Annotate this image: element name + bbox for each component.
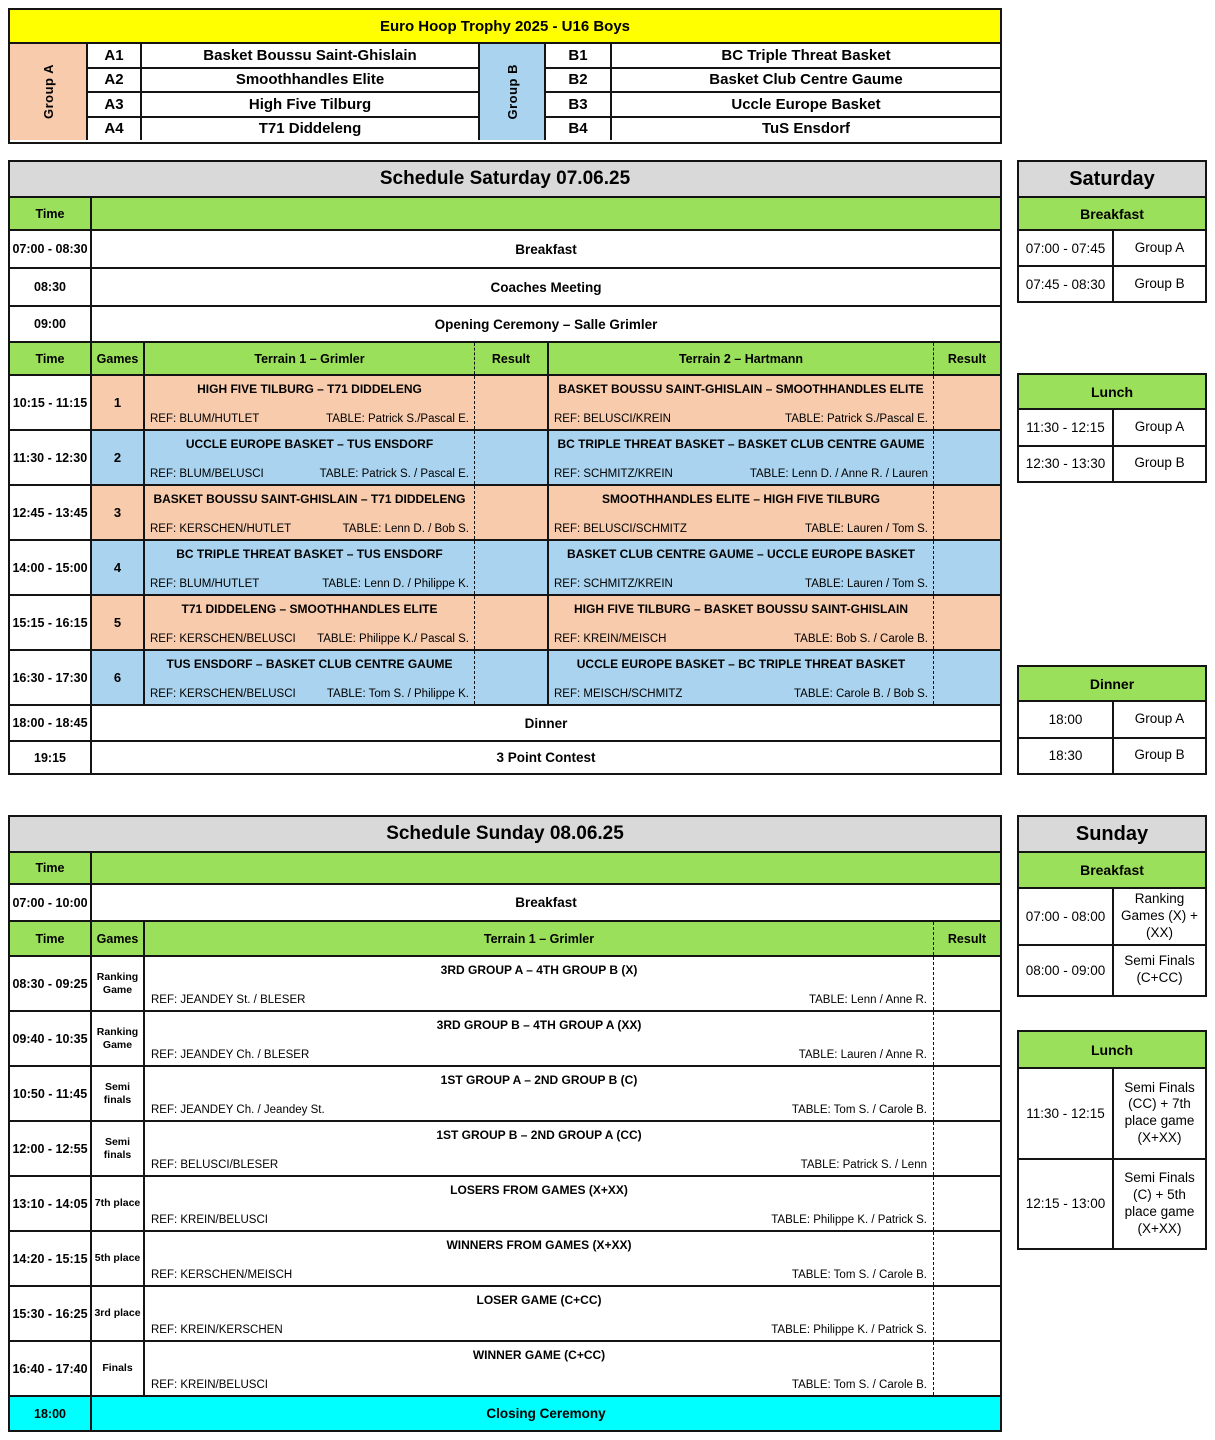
team-row (88, 93, 478, 118)
event-time: 09:00 (10, 307, 92, 341)
event-row (10, 231, 1000, 269)
meal-time: 07:00 - 08:00 (1019, 889, 1114, 944)
team-row (88, 69, 478, 94)
terrain1-cell (145, 1287, 933, 1340)
game-time: 11:30 - 12:30 (10, 431, 92, 484)
event-label: 3 Point Contest (496, 750, 596, 765)
matchup: TUS ENSDORF – BASKET CLUB CENTRE GAUME (166, 657, 453, 671)
team-code: A2 (88, 69, 142, 92)
table-officials: TABLE: Philippe K. / Patrick S. (771, 1324, 927, 1336)
game-row (10, 596, 1000, 651)
referees: REF: BELUSCI/KREIN (554, 413, 671, 425)
referees: REF: BLUM/HUTLET (150, 578, 260, 590)
event-row (10, 706, 1000, 742)
meal-time: 08:00 - 09:00 (1019, 946, 1114, 995)
game-stage: Ranking Game (92, 957, 145, 1010)
matchup: BASKET CLUB CENTRE GAUME – UCCLE EUROPE BASKET (566, 547, 916, 561)
meal-group: Ranking Games (X) +(XX) (1121, 891, 1198, 940)
event-time: 18:00 - 18:45 (10, 706, 92, 740)
meal-header (1019, 198, 1205, 231)
team-name: Basket Club Centre Gaume (709, 71, 903, 89)
table-officials: TABLE: Tom S. / Carole B. (791, 1379, 927, 1391)
col-result2: Result (933, 343, 1000, 374)
team-name: BC Triple Threat Basket (721, 46, 891, 64)
game-stage: 3rd place (92, 1287, 145, 1340)
game-row (10, 376, 1000, 431)
closing-ceremony-row (10, 1397, 1000, 1430)
referees: REF: KERSCHEN/MEISCH (151, 1269, 293, 1281)
matchup: HIGH FIVE TILBURG – BASKET BOUSSU SAINT-GHISLAIN (573, 602, 909, 616)
game-row (10, 541, 1000, 596)
event-row (10, 307, 1000, 343)
team-code: B1 (546, 44, 612, 67)
team-code: B3 (546, 93, 612, 116)
team-row (546, 44, 1000, 69)
table-officials: TABLE: Lenn D. / Anne R. / Lauren (749, 468, 928, 480)
terrain1-cell (145, 1012, 933, 1065)
event-label: Dinner (524, 715, 568, 731)
event-label: Breakfast (515, 241, 577, 257)
terrain1-cell (145, 1067, 933, 1120)
referees: REF: BELUSCI/SCHMITZ (554, 523, 687, 535)
referees: REF: KERSCHEN/BELUSCI (150, 633, 296, 645)
team-row (546, 118, 1000, 141)
matchup: SMOOTHHANDLES ELITE – HIGH FIVE TILBURG (601, 492, 880, 506)
meal-group: Group B (1134, 747, 1185, 763)
matchup: BC TRIPLE THREAT BASKET – BASKET CLUB CENTRE GAUME (557, 437, 925, 451)
col-terrain1: Terrain 1 – Grimler (483, 931, 595, 946)
result-cell (933, 1012, 1000, 1065)
terrain1-cell (145, 376, 474, 429)
referees: REF: KERSCHEN/BELUSCI (150, 688, 296, 700)
meal-group: Group A (1134, 710, 1185, 726)
game-row (10, 1232, 1000, 1287)
referees: REF: BLUM/HUTLET (150, 413, 260, 425)
meal-group: Group A (1134, 418, 1185, 434)
terrain1-cell (145, 596, 474, 649)
meal-row (1019, 889, 1205, 946)
matchup: LOSERS FROM GAMES (X+XX) (450, 1183, 628, 1197)
result-cell (933, 1122, 1000, 1175)
team-name: T71 Diddeleng (258, 120, 362, 138)
sunday-side-title-row (1019, 817, 1205, 853)
table-officials: TABLE: Lauren / Tom S. (805, 523, 928, 535)
meal-row (1019, 946, 1205, 995)
meal-name: Breakfast (1080, 862, 1144, 878)
referees: REF: KREIN/KERSCHEN (151, 1324, 283, 1336)
result-cell (933, 1342, 1000, 1395)
col-games: Games (92, 343, 145, 374)
terrain1-cell (145, 1122, 933, 1175)
sunday-lunch-box (1017, 1030, 1207, 1250)
event-time: 19:15 (10, 742, 92, 773)
columns-header-row (10, 343, 1000, 376)
team-code: B2 (546, 69, 612, 92)
saturday-meals-box (1017, 160, 1207, 303)
terrain1-cell (145, 486, 474, 539)
game-time: 14:00 - 15:00 (10, 541, 92, 594)
referees: REF: BELUSCI/BLESER (151, 1159, 279, 1171)
result-cell (933, 376, 1000, 429)
col-terrain2: Terrain 2 – Hartmann (547, 343, 933, 374)
game-number: 2 (92, 431, 145, 484)
result-cell (474, 541, 547, 594)
event-time: 07:00 - 08:30 (10, 231, 92, 267)
matchup: 1ST GROUP A – 2ND GROUP B (C) (440, 1073, 638, 1087)
saturday-dinner-box (1017, 665, 1207, 775)
saturday-title: Schedule Saturday 07.06.25 (379, 168, 631, 189)
meal-row (1019, 739, 1205, 774)
matchup: T71 DIDDELENG – SMOOTHHANDLES ELITE (181, 602, 438, 616)
matchup: LOSER GAME (C+CC) (476, 1293, 602, 1307)
saturday-lunch-box (1017, 373, 1207, 483)
terrain1-cell (145, 1342, 933, 1395)
meal-name: Breakfast (1080, 205, 1144, 222)
meal-time: 11:30 - 12:15 (1019, 1069, 1114, 1158)
meal-row (1019, 410, 1205, 447)
game-number: 5 (92, 596, 145, 649)
side-title: Saturday (1069, 167, 1155, 190)
referees: REF: KREIN/BELUSCI (151, 1379, 268, 1391)
matchup: BASKET BOUSSU SAINT-GHISLAIN – SMOOTHHANDLES ELITE (558, 382, 924, 396)
referees: REF: SCHMITZ/KREIN (554, 578, 673, 590)
team-code: A3 (88, 93, 142, 116)
meal-header (1019, 375, 1205, 410)
meal-row (1019, 1160, 1205, 1249)
terrain1-cell (145, 1177, 933, 1230)
result-cell (933, 651, 1000, 704)
meal-time: 11:30 - 12:15 (1019, 410, 1114, 445)
saturday-title-row (10, 162, 1000, 198)
table-officials: TABLE: Patrick S. / Pascal E. (319, 468, 469, 480)
table-officials: TABLE: Lenn / Anne R. (808, 994, 927, 1006)
referees: REF: JEANDEY St. / BLESER (151, 994, 306, 1006)
terrain1-cell (145, 651, 474, 704)
group-b-label-cell (480, 44, 546, 140)
table-officials: TABLE: Tom S. / Carole B. (791, 1269, 927, 1281)
referees: REF: KREIN/MEISCH (554, 633, 667, 645)
game-time: 08:30 - 09:25 (10, 957, 92, 1010)
col-result: Result (933, 922, 1000, 955)
game-number: 1 (92, 376, 145, 429)
game-row (10, 957, 1000, 1012)
meal-row (1019, 231, 1205, 267)
col-terrain1: Terrain 1 – Grimler (254, 351, 365, 366)
team-name: Basket Boussu Saint-Ghislain (203, 46, 417, 64)
meal-time: 12:15 - 13:00 (1019, 1160, 1114, 1249)
matchup: 1ST GROUP B – 2ND GROUP A (CC) (436, 1128, 642, 1142)
result-cell (474, 486, 547, 539)
game-row (10, 431, 1000, 486)
meal-row (1019, 1069, 1205, 1160)
terrain2-cell (547, 596, 933, 649)
result-cell (933, 1177, 1000, 1230)
referees: REF: JEANDEY Ch. / BLESER (151, 1049, 310, 1061)
game-stage: Semi finals (92, 1122, 145, 1175)
game-time: 12:00 - 12:55 (10, 1122, 92, 1175)
table-officials: TABLE: Tom S. / Carole B. (791, 1104, 927, 1116)
group-b-teams (546, 44, 1000, 140)
matchup: 3RD GROUP A – 4TH GROUP B (X) (440, 963, 638, 977)
meal-header (1019, 1032, 1205, 1069)
event-label: Closing Ceremony (486, 1406, 606, 1421)
col-result1: Result (474, 343, 547, 374)
team-row (88, 118, 478, 141)
referees: REF: KERSCHEN/HUTLET (150, 523, 292, 535)
terrain2-cell (547, 651, 933, 704)
table-officials: TABLE: Lauren / Tom S. (805, 578, 928, 590)
group-a-label-cell (10, 44, 88, 140)
saturday-side-title-row (1019, 162, 1205, 198)
groups-body (10, 44, 1000, 140)
game-time: 10:15 - 11:15 (10, 376, 92, 429)
team-row (546, 69, 1000, 94)
sunday-title: Schedule Sunday 08.06.25 (386, 823, 624, 844)
game-time: 12:45 - 13:45 (10, 486, 92, 539)
result-cell (933, 596, 1000, 649)
col-time: Time (10, 922, 92, 955)
group-b-label: Group B (504, 64, 520, 120)
matchup: BASKET BOUSSU SAINT-GHISLAIN – T71 DIDDELENG (153, 492, 466, 506)
time-header: Time (10, 853, 92, 883)
game-row (10, 1012, 1000, 1067)
tournament-title-row (10, 10, 1000, 44)
terrain1-cell (145, 1232, 933, 1285)
table-officials: TABLE: Lenn D. / Bob S. (342, 523, 469, 535)
result-cell (933, 1287, 1000, 1340)
event-row (10, 885, 1000, 922)
game-time: 16:40 - 17:40 (10, 1342, 92, 1395)
matchup: 3RD GROUP B – 4TH GROUP A (XX) (436, 1018, 642, 1032)
table-officials: TABLE: Bob S. / Carole B. (793, 633, 928, 645)
table-officials: TABLE: Tom S. / Philippe K. (326, 688, 469, 700)
result-cell (474, 376, 547, 429)
saturday-schedule-table (8, 160, 1002, 775)
col-time: Time (10, 343, 92, 374)
result-cell (474, 431, 547, 484)
meal-group: Semi Finals (C) + 5th place game (X+XX) (1124, 1170, 1195, 1236)
meal-name: Lunch (1091, 383, 1133, 400)
game-row (10, 1287, 1000, 1342)
meal-row (1019, 702, 1205, 739)
result-cell (933, 431, 1000, 484)
columns-header-row (10, 922, 1000, 957)
meal-group: Group B (1134, 455, 1185, 471)
game-stage: Finals (92, 1342, 145, 1395)
meal-group: Semi Finals (CC) + 7th place game (X+XX) (1124, 1079, 1195, 1146)
table-officials: TABLE: Lenn D. / Philippe K. (322, 578, 469, 590)
terrain2-cell (547, 376, 933, 429)
game-number: 4 (92, 541, 145, 594)
matchup: UCCLE EUROPE BASKET – TUS ENSDORF (185, 437, 434, 451)
team-code: A1 (88, 44, 142, 67)
meal-name: Lunch (1091, 1041, 1133, 1058)
game-row (10, 486, 1000, 541)
event-label: Opening Ceremony – Salle Grimler (434, 316, 658, 332)
terrain2-cell (547, 431, 933, 484)
table-officials: TABLE: Philippe K./ Pascal S. (317, 633, 469, 645)
terrain2-cell (547, 541, 933, 594)
matchup: HIGH FIVE TILBURG – T71 DIDDELENG (197, 382, 422, 396)
team-name: TuS Ensdorf (761, 120, 851, 138)
team-name: Uccle Europe Basket (731, 95, 881, 113)
game-row (10, 1067, 1000, 1122)
team-row (546, 93, 1000, 118)
event-label: Coaches Meeting (490, 279, 602, 295)
game-stage: 5th place (92, 1232, 145, 1285)
meal-row (1019, 447, 1205, 482)
meal-group: Semi Finals (C+CC) (1124, 953, 1195, 986)
empty-header-cell (92, 198, 1000, 229)
meal-time: 07:00 - 07:45 (1019, 231, 1114, 265)
matchup: BC TRIPLE THREAT BASKET – TUS ENSDORF (176, 547, 443, 561)
time-header: Time (10, 198, 92, 229)
game-number: 6 (92, 651, 145, 704)
referees: REF: BLUM/BELUSCI (150, 468, 264, 480)
table-officials: TABLE: Patrick S. / Lenn (800, 1159, 927, 1171)
meal-group: Group B (1134, 275, 1185, 291)
terrain1-cell (145, 431, 474, 484)
meal-time: 07:45 - 08:30 (1019, 267, 1114, 301)
game-stage: Semi finals (92, 1067, 145, 1120)
terrain2-cell (547, 486, 933, 539)
meal-row (1019, 267, 1205, 301)
game-row (10, 1122, 1000, 1177)
team-code: A4 (88, 118, 142, 141)
referees: REF: KREIN/BELUSCI (151, 1214, 268, 1226)
time-header-row (10, 198, 1000, 231)
side-title: Sunday (1075, 822, 1149, 845)
teams-table (8, 8, 1002, 144)
result-cell (474, 651, 547, 704)
event-label: Breakfast (515, 895, 577, 910)
referees: REF: JEANDEY Ch. / Jeandey St. (151, 1104, 325, 1116)
matchup: WINNERS FROM GAMES (X+XX) (446, 1238, 632, 1252)
event-time: 18:00 (10, 1397, 92, 1430)
game-row (10, 651, 1000, 706)
game-time: 13:10 - 14:05 (10, 1177, 92, 1230)
game-time: 10:50 - 11:45 (10, 1067, 92, 1120)
game-number: 3 (92, 486, 145, 539)
game-time: 09:40 - 10:35 (10, 1012, 92, 1065)
meal-time: 12:30 - 13:30 (1019, 447, 1114, 482)
time-header-row (10, 853, 1000, 885)
team-name: High Five Tilburg (248, 95, 372, 113)
team-row (88, 44, 478, 69)
col-games: Games (92, 922, 145, 955)
referees: REF: SCHMITZ/KREIN (554, 468, 673, 480)
table-officials: TABLE: Lauren / Anne R. (798, 1049, 927, 1061)
sunday-title-row (10, 817, 1000, 853)
meal-time: 18:00 (1019, 702, 1114, 737)
game-stage: Ranking Game (92, 1012, 145, 1065)
table-officials: TABLE: Philippe K. / Patrick S. (771, 1214, 927, 1226)
terrain1-cell (145, 541, 474, 594)
matchup: UCCLE EUROPE BASKET – BC TRIPLE THREAT BASKET (576, 657, 906, 671)
event-row (10, 269, 1000, 307)
game-row (10, 1177, 1000, 1232)
meal-name: Dinner (1089, 675, 1135, 692)
tournament-title: Euro Hoop Trophy 2025 - U16 Boys (379, 17, 631, 35)
result-cell (933, 1067, 1000, 1120)
game-time: 16:30 - 17:30 (10, 651, 92, 704)
result-cell (933, 486, 1000, 539)
game-stage: 7th place (92, 1177, 145, 1230)
meal-header (1019, 853, 1205, 889)
matchup: WINNER GAME (C+CC) (472, 1348, 606, 1362)
result-cell (933, 541, 1000, 594)
sunday-meals-box (1017, 815, 1207, 997)
group-a-label: Group A (40, 64, 56, 120)
table-officials: TABLE: Patrick S./Pascal E. (785, 413, 928, 425)
group-a-teams (88, 44, 480, 140)
meal-header (1019, 667, 1205, 702)
result-cell (933, 957, 1000, 1010)
team-code: B4 (546, 118, 612, 141)
result-cell (474, 596, 547, 649)
sunday-schedule-table (8, 815, 1002, 1432)
empty-header-cell (92, 853, 1000, 883)
table-officials: TABLE: Carole B. / Bob S. (793, 688, 928, 700)
team-name: Smoothhandles Elite (235, 71, 385, 89)
game-row (10, 1342, 1000, 1397)
event-time: 08:30 (10, 269, 92, 305)
terrain1-cell (145, 957, 933, 1010)
game-time: 14:20 - 15:15 (10, 1232, 92, 1285)
event-time: 07:00 - 10:00 (10, 885, 92, 920)
event-row (10, 742, 1000, 773)
game-time: 15:15 - 16:15 (10, 596, 92, 649)
meal-group: Group A (1134, 239, 1185, 255)
game-time: 15:30 - 16:25 (10, 1287, 92, 1340)
referees: REF: MEISCH/SCHMITZ (554, 688, 683, 700)
result-cell (933, 1232, 1000, 1285)
table-officials: TABLE: Patrick S./Pascal E. (326, 413, 469, 425)
meal-time: 18:30 (1019, 739, 1114, 774)
